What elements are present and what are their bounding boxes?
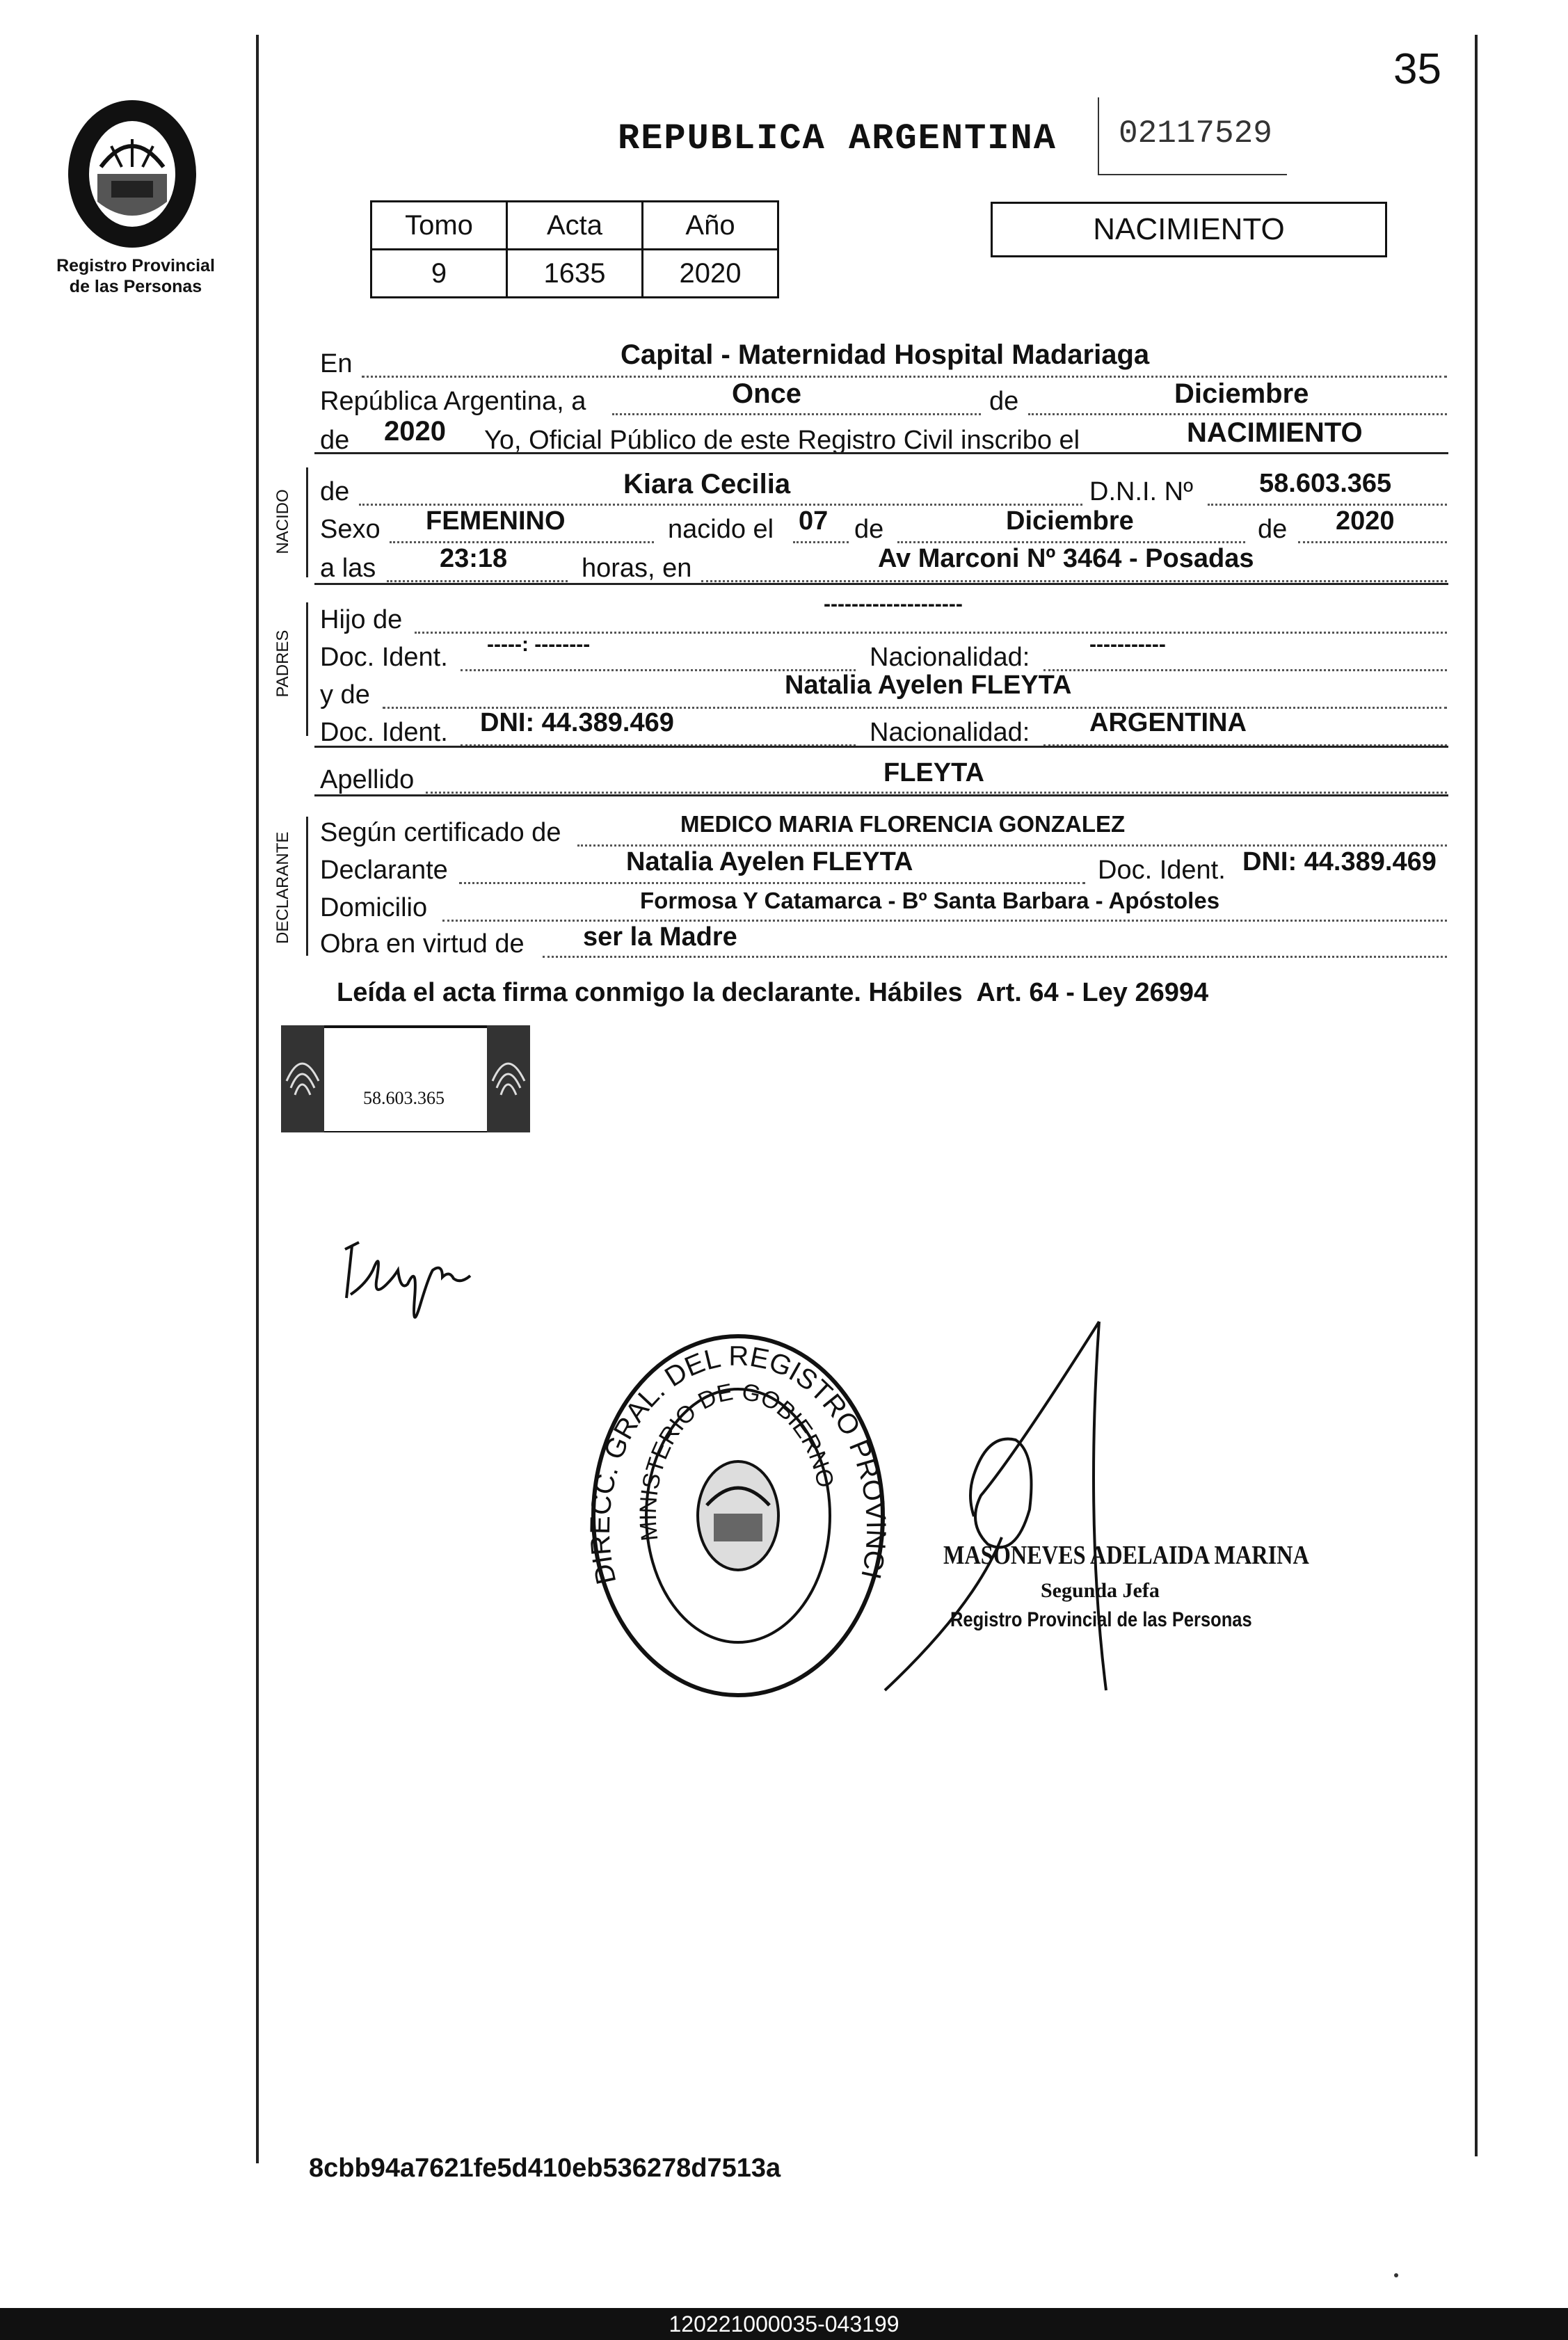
father-name: -------------------- bbox=[824, 593, 963, 616]
mother-label: y de bbox=[320, 680, 370, 710]
decl-doc-label: Doc. Ident. bbox=[1098, 856, 1226, 885]
coat-of-arms-icon bbox=[63, 97, 202, 250]
acta-value: 1635 bbox=[507, 250, 643, 298]
padres-divider bbox=[314, 746, 1448, 748]
official-office: Registro Provincial de las Personas bbox=[950, 1608, 1252, 1631]
de-label-2: de bbox=[320, 426, 350, 455]
signature-icon bbox=[331, 1221, 491, 1347]
doc-type-label: NACIMIENTO bbox=[1093, 212, 1285, 246]
declarante-bracket bbox=[306, 817, 308, 956]
birth-place: Av Marconi Nº 3464 - Posadas bbox=[878, 544, 1254, 573]
horas-label: horas, en bbox=[582, 554, 692, 583]
apellido-label: Apellido bbox=[320, 765, 415, 794]
nacido-section-label: NACIDO bbox=[273, 489, 292, 554]
sexo-label: Sexo bbox=[320, 515, 381, 544]
footer-code: 120221000035-043199 bbox=[669, 2311, 899, 2337]
nacido-divider bbox=[314, 583, 1448, 585]
anio-value: 2020 bbox=[643, 250, 778, 298]
fingerprint-box bbox=[281, 1025, 530, 1132]
page-title: REPUBLICA ARGENTINA bbox=[618, 118, 1057, 159]
apellido-value: FLEYTA bbox=[883, 758, 984, 787]
closing-text: Leída el acta firma conmigo la declarante. Hábiles Art. 64 - Ley 26994 bbox=[337, 978, 1209, 1007]
cert-label: Según certificado de bbox=[320, 818, 561, 847]
child-name: Kiara Cecilia bbox=[623, 469, 791, 499]
father-nationality: ----------- bbox=[1089, 633, 1166, 656]
padres-bracket bbox=[306, 602, 308, 736]
official-signature bbox=[877, 1315, 1113, 1704]
nacido-de-label: de bbox=[320, 477, 350, 506]
year-value: 2020 bbox=[384, 416, 446, 447]
intro-divider bbox=[314, 452, 1448, 454]
scan-dot bbox=[1394, 2273, 1398, 2277]
en-label: En bbox=[320, 349, 353, 378]
mother-nationality: ARGENTINA bbox=[1089, 708, 1247, 737]
registry-line-1: Registro Provincial bbox=[56, 256, 215, 275]
statement-text: Yo, Oficial Público de este Registro Civil inscribo el bbox=[484, 426, 1080, 455]
nacido-el-label: nacido el bbox=[668, 515, 774, 544]
fingerprint-icon bbox=[281, 1025, 530, 1132]
father-doc: -----: -------- bbox=[487, 633, 591, 656]
alas-label: a las bbox=[320, 554, 376, 583]
birth-de-label-2: de bbox=[1258, 515, 1288, 544]
republica-label: República Argentina, a bbox=[320, 387, 586, 416]
sexo-value: FEMENINO bbox=[426, 506, 566, 536]
tomo-header: Tomo bbox=[371, 202, 507, 250]
stamp-seal-icon bbox=[589, 1331, 888, 1700]
record-table bbox=[370, 200, 779, 298]
official-name: MASONEVES ADELAIDA MARINA bbox=[943, 1541, 1309, 1570]
birth-time: 23:18 bbox=[440, 544, 508, 573]
mother-doc-label: Doc. Ident. bbox=[320, 718, 448, 747]
fingerprint-dni: 58.603.365 bbox=[363, 1088, 445, 1108]
birth-day: 07 bbox=[799, 506, 829, 536]
father-nat-label: Nacionalidad: bbox=[870, 643, 1030, 672]
nacido-bracket bbox=[306, 467, 308, 577]
official-stamp bbox=[589, 1331, 888, 1700]
birth-de-label: de bbox=[854, 515, 884, 544]
serial-number-box bbox=[1098, 97, 1287, 175]
act-value: NACIMIENTO bbox=[1187, 417, 1363, 448]
footer-code-bar bbox=[0, 2308, 1568, 2340]
doc-type-box bbox=[991, 202, 1387, 257]
dom-value: Formosa Y Catamarca - Bº Santa Barbara - Apóstoles bbox=[640, 888, 1220, 913]
place-value: Capital - Maternidad Hospital Madariaga bbox=[621, 339, 1150, 370]
cert-value: MEDICO MARIA FLORENCIA GONZALEZ bbox=[680, 811, 1126, 837]
document-hash: 8cbb94a7621fe5d410eb536278d7513a bbox=[309, 2154, 781, 2183]
father-doc-label: Doc. Ident. bbox=[320, 643, 448, 672]
declarante-section-label: DECLARANTE bbox=[273, 831, 292, 944]
birth-month: Diciembre bbox=[1006, 506, 1134, 536]
dom-label: Domicilio bbox=[320, 893, 428, 922]
stamp-outer-text: DI CC. GRAL. DEL REGISTRO PRO CI bbox=[589, 1340, 888, 1587]
serial-number: 02117529 bbox=[1119, 115, 1272, 152]
declarant-signature bbox=[331, 1221, 491, 1347]
obra-label: Obra en virtud de bbox=[320, 929, 525, 959]
page-number: 35 bbox=[1393, 45, 1441, 93]
mother-name: Natalia Ayelen FLEYTA bbox=[785, 671, 1072, 700]
acta-header: Acta bbox=[507, 202, 643, 250]
anio-header: Año bbox=[643, 202, 778, 250]
apellido-divider bbox=[314, 794, 1448, 796]
right-margin-line bbox=[1475, 35, 1478, 2156]
stamp-inner-text: MINISTERIO DE GOBIERNO bbox=[634, 1378, 839, 1543]
mother-doc: DNI: 44.389.469 bbox=[480, 708, 674, 737]
decl-value: Natalia Ayelen FLEYTA bbox=[626, 847, 913, 876]
hijo-label: Hijo de bbox=[320, 605, 403, 634]
mother-nat-label: Nacionalidad: bbox=[870, 718, 1030, 747]
tomo-value: 9 bbox=[371, 250, 507, 298]
birth-year: 2020 bbox=[1336, 506, 1395, 536]
dni-label: D.N.I. Nº bbox=[1089, 477, 1193, 506]
padres-section-label: PADRES bbox=[273, 630, 292, 698]
month-value: Diciembre bbox=[1174, 378, 1309, 409]
registry-line-2: de las Personas bbox=[69, 277, 202, 296]
official-title: Segunda Jefa bbox=[1041, 1579, 1160, 1602]
decl-label: Declarante bbox=[320, 856, 448, 885]
official-signature-icon bbox=[877, 1315, 1113, 1704]
left-margin-line bbox=[256, 35, 259, 2163]
province-logo bbox=[63, 97, 202, 250]
de-label-1: de bbox=[989, 387, 1019, 416]
decl-doc: DNI: 44.389.469 bbox=[1242, 847, 1437, 876]
day-value: Once bbox=[732, 378, 802, 409]
child-dni: 58.603.365 bbox=[1259, 469, 1392, 498]
obra-value: ser la Madre bbox=[583, 922, 737, 952]
